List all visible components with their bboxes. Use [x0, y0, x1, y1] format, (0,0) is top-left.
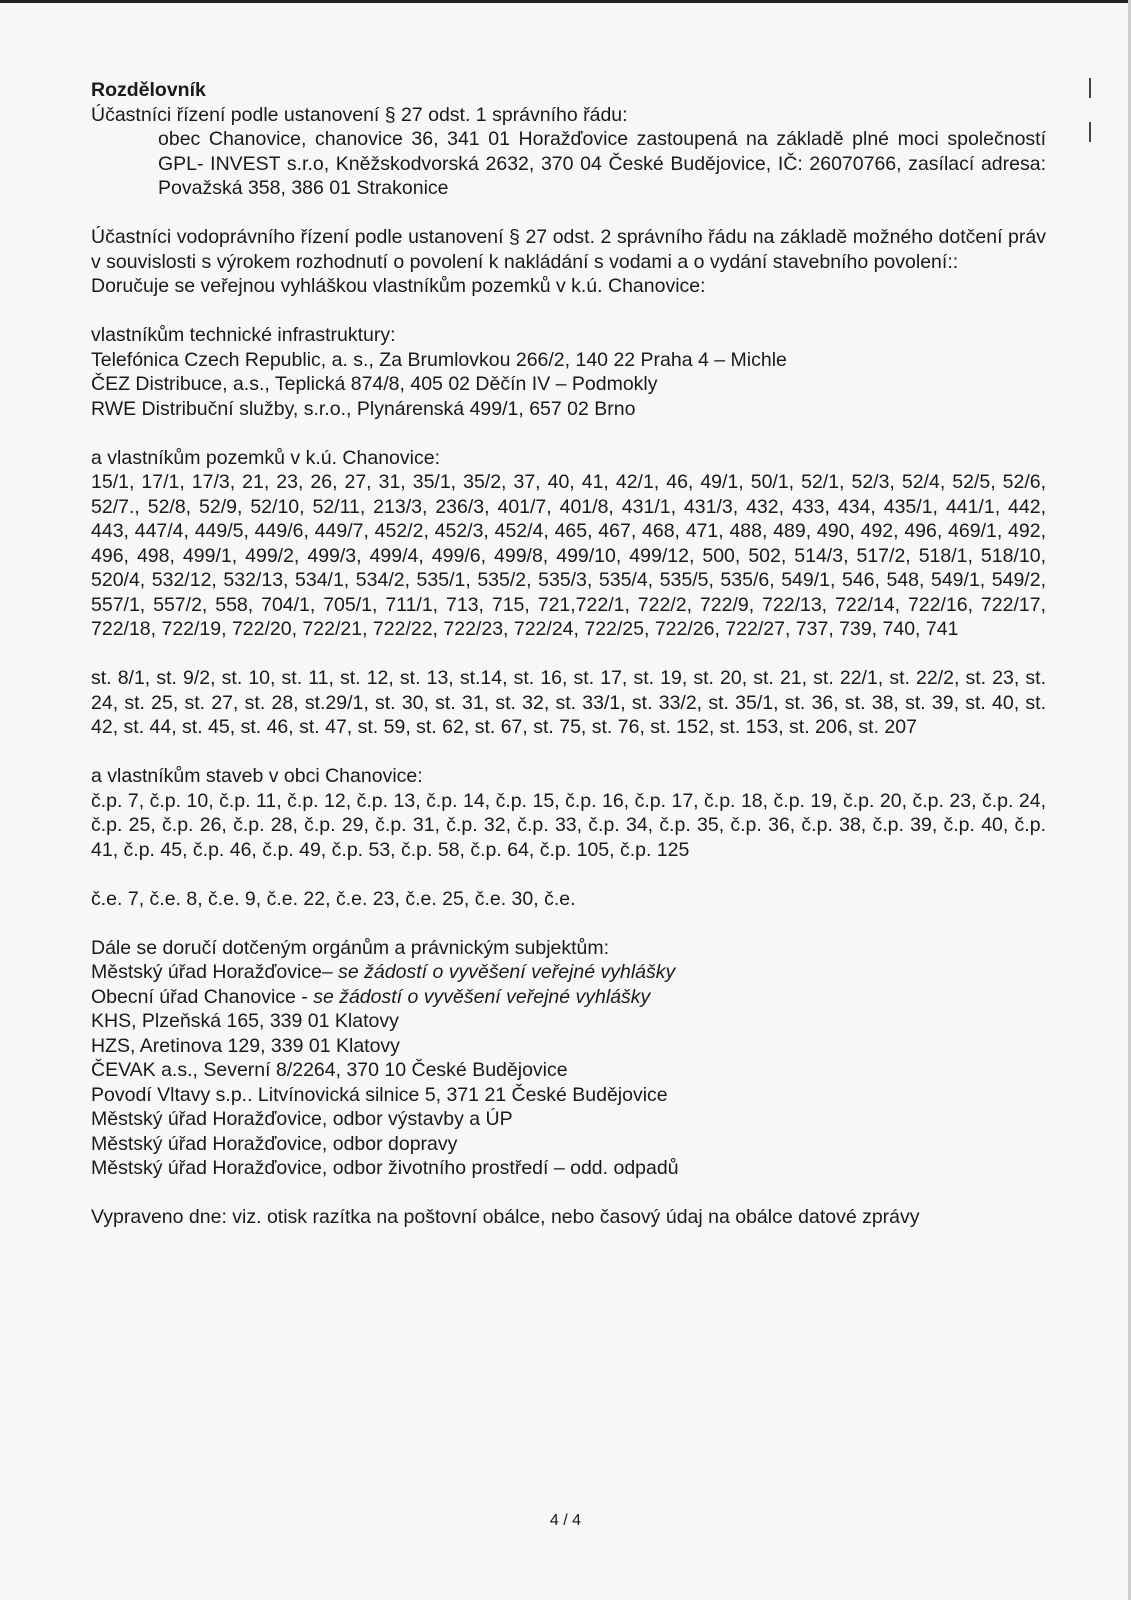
authority-note: – se žádostí o vyvěšení veřejné vyhlášky: [321, 961, 676, 983]
authority-item: Městský úřad Horažďovice, odbor životního prostředí – odd. odpadů: [91, 1157, 679, 1179]
authority-item: Povodí Vltavy s.p.. Litvínovická silnice 5, 371 21 České Budějovice: [91, 1083, 668, 1106]
participant-main: obec Chanovice, chanovice 36, 341 01 Horažďovice zastoupená na základě plné moci společností GPL- INVEST s.r.o, Kněžskodvorská 2632, 370 04 České Budějovice, IČ: 26070766, zasílací adresa: Považská 358, 386 01 Strakonice: [158, 128, 1046, 199]
authority-item: HZS, Aretinova 129, 339 01 Klatovy: [91, 1034, 400, 1057]
land-parcels: 15/1, 17/1, 17/3, 21, 23, 26, 27, 31, 35/1, 35/2, 37, 40, 41, 42/1, 46, 49/1, 50/1, 52/1, 52/3, 52/4, 52/5, 52/6, 52/7., 52/8, 52/9, 52/10, 52/11, 213/3, 236/3, 401/7, 401/8, 431/1, 431/3, 432, 433, 434, 435/1, 441/1, 442, 443, 447/4, 449/5, 449/6, 449/7, 452/2, 452/3, 452/4, 465, 467, 468, 471, 488, 489, 490, 492, 496, 469/1, 492, 496, 498, 499/1, 499/2, 499/3, 499/4, 499/6, 499/8, 499/10, 499/12, 500, 502, 514/3, 517/2, 518/1, 518/10, 520/4, 532/12, 532/13, 534/1, 534/2, 535/1, 535/2, 535/3, 535/4, 535/5, 535/6, 549/1, 546, 548, 549/1, 549/2, 557/1, 557/2, 558, 704/1, 705/1, 711/1, 713, 715, 721,722/1, 722/2, 722/9, 722/13, 722/14, 722/16, 722/17, 722/18, 722/19, 722/20, 722/21, 722/22, 722/23, 722/24, 722/25, 722/26, 722/27, 737, 739, 740, 741: [91, 471, 1046, 640]
participants-intro: Účastníci řízení podle ustanovení § 27 odst. 1 správního řádu:: [91, 103, 628, 126]
authority-item: [91, 960, 1046, 985]
infra-owner: RWE Distribuční služby, s.r.o., Plynárenská 499/1, 657 02 Brno: [91, 397, 636, 420]
water-participants: Účastníci vodoprávního řízení podle ustanovení § 27 odst. 2 správního řádu na základě možného dotčení práv v souvislosti s výrokem rozhodnutí o povolení k nakládání s vodami a o vydání stavebního povolení::: [91, 226, 1046, 273]
infra-heading: vlastníkům technické infrastruktury:: [91, 324, 396, 346]
buildings-heading: a vlastníkům staveb v obci Chanovice:: [91, 765, 423, 787]
distribution-heading: Rozdělovník: [91, 79, 206, 101]
land-heading: a vlastníkům pozemků v k.ú. Chanovice:: [91, 446, 440, 469]
distribution-list: [91, 78, 1046, 1230]
buildings-cp: č.p. 7, č.p. 10, č.p. 11, č.p. 12, č.p. 13, č.p. 14, č.p. 15, č.p. 16, č.p. 17, č.p. 18, č.p. 19, č.p. 20, č.p. 23, č.p. 24, č.p. 25, č.p. 26, č.p. 28, č.p. 29, č.p. 31, č.p. 32, č.p. 33, č.p. 34, č.p. 35, č.p. 36, č.p. 38, č.p. 39, č.p. 40, č.p. 41, č.p. 45, č.p. 46, č.p. 49, č.p. 53, č.p. 58, č.p. 64, č.p. 105, č.p. 125: [91, 789, 1046, 861]
authority-item: [91, 985, 1046, 1010]
infra-owner: Telefónica Czech Republic, a. s., Za Brumlovkou 266/2, 140 22 Praha 4 – Michle: [91, 348, 787, 371]
infra-owner: ČEZ Distribuce, a.s., Teplická 874/8, 405 02 Děčín IV – Podmokly: [91, 373, 658, 395]
authority-item: KHS, Plzeňská 165, 339 01 Klatovy: [91, 1010, 399, 1032]
authority-name: Městský úřad Horažďovice: [91, 961, 322, 983]
st-parcels: st. 8/1, st. 9/2, st. 10, st. 11, st. 12, st. 13, st.14, st. 16, st. 17, st. 19, st. 20, st. 21, st. 22/1, st. 22/2, st. 23, st. 24, st. 25, st. 27, st. 28, st.29/1, st. 30, st. 31, st. 32, st. 33/1, st. 33/2, st. 35/1, st. 36, st. 38, st. 39, st. 40, st. 42, st. 44, st. 45, st. 46, st. 47, st. 59, st. 62, st. 67, st. 75, st. 76, st. 152, st. 153, st. 206, st. 207: [91, 667, 1046, 738]
scan-top-edge: [0, 0, 1131, 3]
page-number: 4 / 4: [549, 1512, 582, 1529]
authority-note: se žádostí o vyvěšení veřejné vyhlášky: [313, 985, 651, 1008]
buildings-ce: č.e. 7, č.e. 8, č.e. 9, č.e. 22, č.e. 23, č.e. 25, č.e. 30, č.e.: [91, 887, 576, 910]
authority-item: ČEVAK a.s., Severní 8/2264, 370 10 České Budějovice: [91, 1059, 568, 1081]
authorities-heading: Dále se doručí dotčeným orgánům a právnickým subjektům:: [91, 936, 610, 959]
staple-mark-icon: [1089, 78, 1091, 98]
dispatched-note: Vypraveno dne: viz. otisk razítka na poštovní obálce, nebo časový údaj na obálce datové zprávy: [91, 1206, 920, 1228]
authority-item: Městský úřad Horažďovice, odbor dopravy: [91, 1132, 458, 1155]
public-notice: Doručuje se veřejnou vyhláškou vlastníkům pozemků v k.ú. Chanovice:: [91, 275, 706, 297]
authority-name: Obecní úřad Chanovice -: [91, 985, 314, 1008]
staple-mark-icon: [1089, 122, 1091, 142]
authority-item: Městský úřad Horažďovice, odbor výstavby a ÚP: [91, 1108, 513, 1130]
